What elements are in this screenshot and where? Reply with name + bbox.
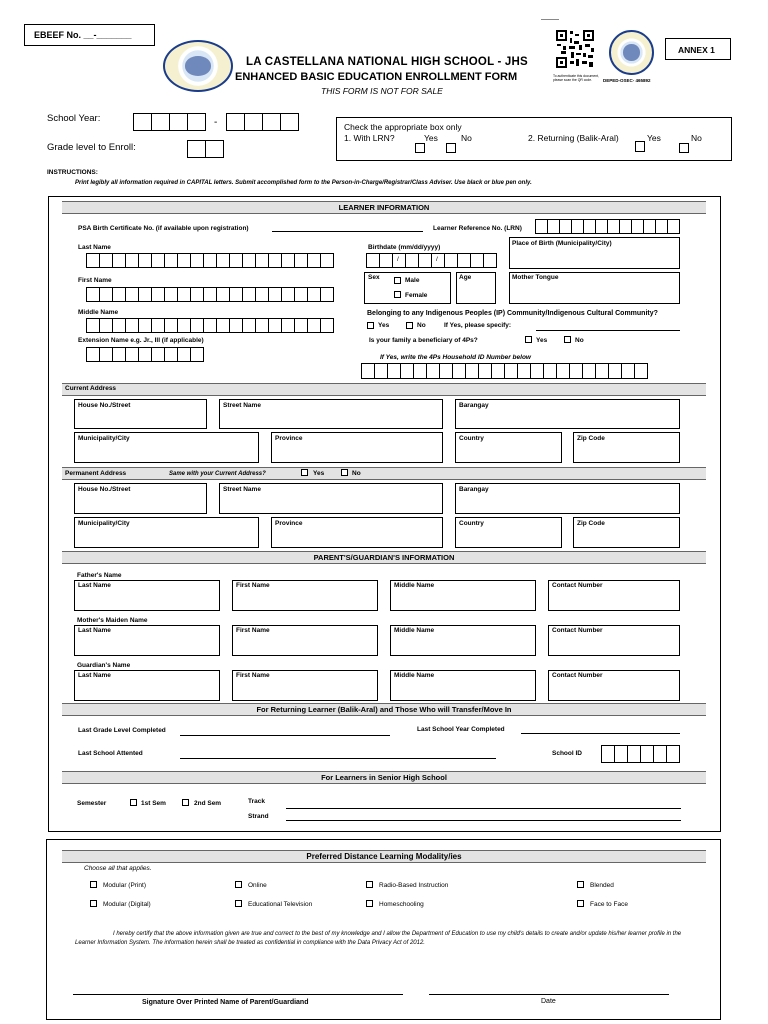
face-to-face-label: Face to Face (590, 901, 628, 908)
mother-last-name-label: Last Name (78, 627, 111, 634)
ip-yes-checkbox[interactable] (367, 322, 374, 329)
mother-tongue-label: Mother Tongue (512, 274, 559, 281)
school-year-dash: - (214, 117, 218, 128)
birthdate-separator-1: / (397, 256, 399, 263)
age-label: Age (459, 274, 472, 281)
educational-tv-checkbox[interactable] (235, 900, 242, 907)
school-year-label: School Year: (47, 113, 101, 124)
choose-all-note: Choose all that applies. (84, 865, 152, 872)
homeschooling-checkbox[interactable] (366, 900, 373, 907)
ip-no-label: No (417, 322, 426, 329)
radio-based-label: Radio-Based Instruction (379, 882, 449, 889)
with-lrn-yes-label: Yes (424, 133, 438, 143)
lrn-cells[interactable] (535, 219, 679, 234)
school-year-start-cells[interactable] (133, 113, 205, 131)
place-of-birth-label: Place of Birth (Municipality/City) (512, 240, 612, 247)
date-label: Date (541, 998, 556, 1005)
fourps-yes-label: Yes (536, 337, 548, 344)
parents-header: PARENT'S/GUARDIAN'S INFORMATION (62, 551, 706, 564)
ip-specify-line[interactable] (536, 330, 680, 331)
ip-specify-label: If Yes, please specify: (444, 322, 512, 329)
last-sy-label: Last School Year Completed (417, 726, 505, 733)
current-address-title: Current Address (65, 385, 117, 392)
shs-header: For Learners in Senior High School (62, 771, 706, 784)
sex-male-checkbox[interactable] (394, 277, 401, 284)
semester-label: Semester (77, 800, 107, 807)
guardian-contact-label: Contact Number (552, 672, 603, 679)
current-country-label: Country (459, 435, 484, 442)
not-for-sale-note: THIS FORM IS NOT FOR SALE (321, 86, 443, 96)
with-lrn-no-checkbox[interactable] (446, 143, 456, 153)
extension-name-cells[interactable] (86, 347, 203, 362)
last-name-label: Last Name (78, 244, 111, 251)
modality-header: Preferred Distance Learning Modality/ies (62, 850, 706, 863)
mother-contact-label: Contact Number (552, 627, 603, 634)
returning-label: 2. Returning (Balik-Aral) (528, 133, 619, 143)
same-address-yes-checkbox[interactable] (301, 469, 308, 476)
mother-name-label: Mother's Maiden Name (77, 617, 148, 624)
grade-level-label: Grade level to Enroll: (47, 142, 136, 153)
track-label: Track (248, 798, 265, 805)
document-code: DEPED-OSEC- 465892 (603, 78, 651, 83)
returning-no-checkbox[interactable] (679, 143, 689, 153)
permanent-country-label: Country (459, 520, 484, 527)
second-sem-label: 2nd Sem (194, 800, 222, 807)
father-first-name-label: First Name (236, 582, 270, 589)
last-grade-label: Last Grade Level Completed (78, 727, 166, 734)
second-sem-checkbox[interactable] (182, 799, 189, 806)
fourps-yes-checkbox[interactable] (525, 336, 532, 343)
psa-input-line[interactable] (272, 231, 423, 232)
same-address-no-checkbox[interactable] (341, 469, 348, 476)
permanent-province-label: Province (275, 520, 303, 527)
fourps-id-cells[interactable] (361, 363, 647, 379)
same-address-no-label: No (352, 470, 361, 477)
form-title: ENHANCED BASIC EDUCATION ENROLLMENT FORM (235, 71, 518, 83)
sex-female-label: Female (405, 292, 428, 299)
school-id-cells[interactable] (601, 745, 679, 763)
ebeef-number-label: EBEEF No. __-_______ (34, 30, 132, 40)
track-line[interactable] (286, 808, 681, 809)
blended-label: Blended (590, 882, 614, 889)
last-school-line[interactable] (180, 758, 496, 759)
permanent-house-label: House No./Street (78, 486, 131, 493)
returning-no-label: No (691, 133, 702, 143)
radio-based-checkbox[interactable] (366, 881, 373, 888)
permanent-address-header (62, 467, 706, 480)
instructions-label: INSTRUCTIONS: (47, 169, 98, 176)
current-house-label: House No./Street (78, 402, 131, 409)
returning-yes-label: Yes (647, 133, 661, 143)
annex-label: ANNEX 1 (678, 45, 715, 55)
ip-question: Belonging to any Indigenous Peoples (IP) Community/Indigenous Cultural Community? (367, 310, 658, 317)
psa-label: PSA Birth Certificate No. (if available upon registration) (78, 225, 249, 232)
guardian-middle-name-label: Middle Name (394, 672, 435, 679)
grade-level-cells[interactable] (187, 140, 223, 158)
divider-line (541, 19, 559, 20)
birthdate-cells[interactable] (366, 253, 496, 268)
last-grade-line[interactable] (180, 735, 390, 736)
first-name-label: First Name (78, 277, 112, 284)
father-last-name-label: Last Name (78, 582, 111, 589)
current-address-header (62, 383, 706, 396)
strand-label: Strand (248, 813, 269, 820)
educational-tv-label: Educational Television (248, 901, 313, 908)
father-name-label: Father's Name (77, 572, 122, 579)
with-lrn-yes-checkbox[interactable] (415, 143, 425, 153)
current-zip-label: Zip Code (577, 435, 605, 442)
ip-no-checkbox[interactable] (406, 322, 413, 329)
current-street-label: Street Name (223, 402, 261, 409)
sex-label: Sex (368, 274, 380, 281)
ip-yes-label: Yes (378, 322, 390, 329)
fourps-question: Is your family a beneficiary of 4Ps? (369, 337, 478, 344)
guardian-last-name-label: Last Name (78, 672, 111, 679)
birthdate-label: Birthdate (mm/dd/yyyy) (368, 244, 441, 251)
annex-box (665, 38, 731, 60)
current-municipality-label: Municipality/City (78, 435, 130, 442)
online-checkbox[interactable] (235, 881, 242, 888)
signature-label: Signature Over Printed Name of Parent/Guardiand (142, 999, 309, 1006)
modular-digital-checkbox[interactable] (90, 900, 97, 907)
permanent-municipality-label: Municipality/City (78, 520, 130, 527)
guardian-first-name-label: First Name (236, 672, 270, 679)
permanent-barangay-label: Barangay (459, 486, 489, 493)
permanent-street-label: Street Name (223, 486, 261, 493)
permanent-zip-label: Zip Code (577, 520, 605, 527)
modular-print-label: Modular (Print) (103, 882, 146, 889)
first-sem-label: 1st Sem (141, 800, 166, 807)
learner-info-header: LEARNER INFORMATION (62, 201, 706, 214)
last-name-cells[interactable] (86, 253, 333, 268)
certification-text: I hereby certify that the above information given are true and correct to the best of my knowledge and I allow the Department of Education to use my child's details to create and/or update his/her learner profile in the Learner Information System. The information herein shall be treated as confidential in compliance with the Data Privacy Act of 2012. (75, 931, 682, 946)
signature-line[interactable] (73, 994, 403, 995)
school-id-label: School ID (552, 750, 582, 757)
face-to-face-checkbox[interactable] (577, 900, 584, 907)
middle-name-cells[interactable] (86, 318, 333, 333)
modular-print-checkbox[interactable] (90, 881, 97, 888)
instructions-text: Print legibly all information required in CAPITAL letters. Submit accomplished form to the Person-in-Charge/Registrar/Class Adviser. Use black or blue pen only. (75, 180, 532, 186)
father-contact-label: Contact Number (552, 582, 603, 589)
same-address-question: Same with your Current Address? (169, 471, 266, 477)
homeschooling-label: Homeschooling (379, 901, 424, 908)
guardian-name-label: Guardian's Name (77, 662, 131, 669)
first-sem-checkbox[interactable] (130, 799, 137, 806)
birthdate-separator-2: / (436, 256, 438, 263)
returning-yes-checkbox[interactable] (635, 141, 645, 152)
first-name-cells[interactable] (86, 287, 333, 302)
sex-female-checkbox[interactable] (394, 291, 401, 298)
modular-digital-label: Modular (Digital) (103, 901, 151, 908)
deped-seal-right (609, 30, 654, 75)
fourps-no-checkbox[interactable] (564, 336, 571, 343)
online-label: Online (248, 882, 267, 889)
qr-caption: To authenticate this document, please scan the QR code. (553, 74, 599, 83)
current-barangay-label: Barangay (459, 402, 489, 409)
returning-learner-header: For Returning Learner (Balik-Aral) and Those Who will Transfer/Move In (62, 703, 706, 716)
qr-code (555, 29, 595, 69)
same-address-yes-label: Yes (313, 470, 325, 477)
sex-male-label: Male (405, 277, 420, 284)
date-line[interactable] (429, 994, 669, 995)
school-name: LA CASTELLANA NATIONAL HIGH SCHOOL - JHS (246, 56, 528, 68)
lrn-label: Learner Reference No. (LRN) (433, 225, 522, 232)
middle-name-label: Middle Name (78, 309, 119, 316)
last-sy-line[interactable] (521, 733, 680, 734)
strand-line[interactable] (286, 820, 681, 821)
fourps-id-label: If Yes, write the 4Ps Household ID Number below (380, 354, 531, 361)
father-middle-name-label: Middle Name (394, 582, 435, 589)
deped-seal-left (163, 40, 233, 92)
permanent-address-title: Permanent Address (65, 470, 127, 477)
fourps-no-label: No (575, 337, 584, 344)
last-school-label: Last School Attented (78, 750, 143, 757)
with-lrn-no-label: No (461, 133, 472, 143)
check-box-title: Check the appropriate box only (344, 122, 462, 132)
with-lrn-label: 1. With LRN? (344, 133, 395, 143)
blended-checkbox[interactable] (577, 881, 584, 888)
ebeef-number-box (24, 24, 155, 46)
mother-middle-name-label: Middle Name (394, 627, 435, 634)
school-year-end-cells[interactable] (226, 113, 298, 131)
mother-first-name-label: First Name (236, 627, 270, 634)
current-province-label: Province (275, 435, 303, 442)
extension-name-label: Extension Name e.g. Jr., III (if applicable) (78, 337, 204, 344)
